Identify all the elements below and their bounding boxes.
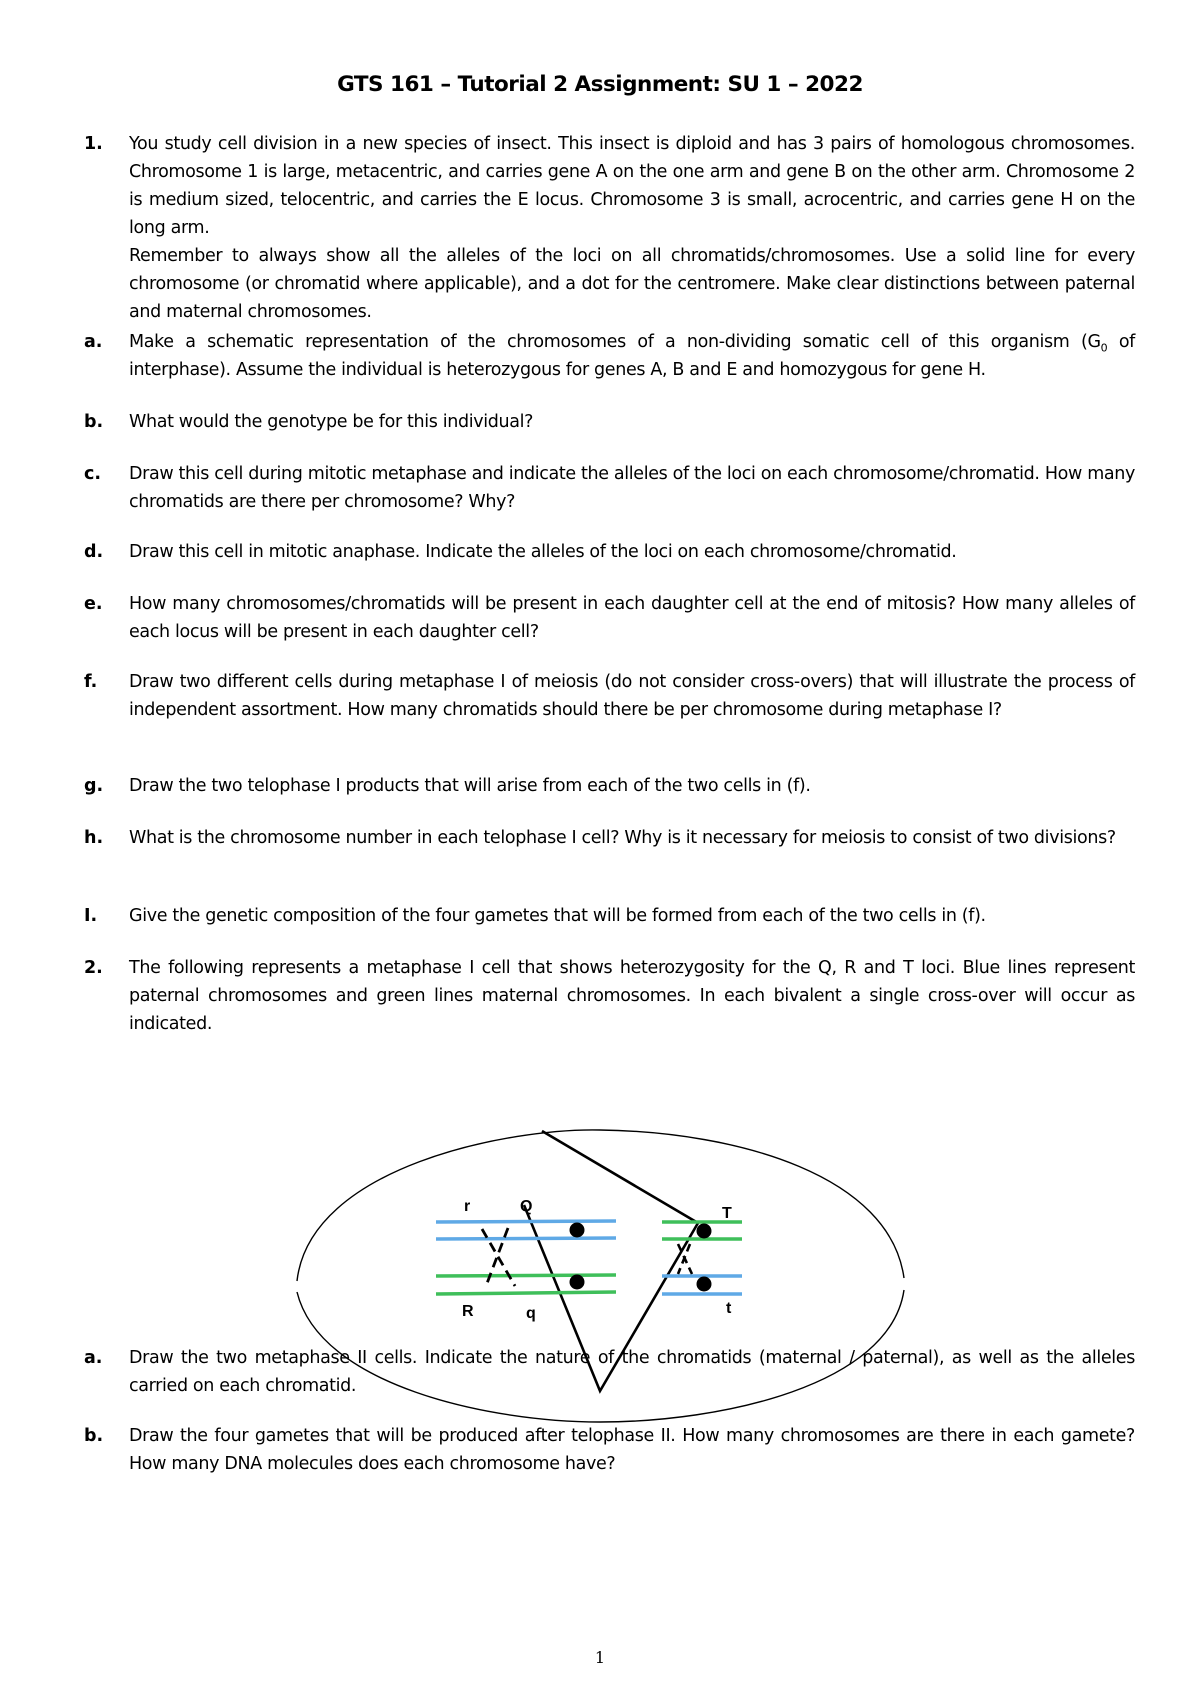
allele-label-q: q: [526, 1305, 536, 1322]
question-2a-label: a.: [84, 1348, 103, 1368]
left-centromere-upper: [570, 1223, 585, 1238]
right-centromere-upper: [697, 1224, 712, 1239]
allele-label-t: t: [726, 1300, 732, 1317]
question-1b-label: b.: [84, 412, 104, 432]
question-2-text: The following represents a metaphase I cell that shows heterozygosity for the Q, R and T loci. Blue lines represent paternal chromosomes and green lines maternal chromosomes. In each bivalent a single cross-over will occur as indicated.: [129, 958, 1135, 1034]
question-1h-label: h.: [84, 828, 104, 848]
question-1-text: [129, 130, 1135, 326]
question-1e-label: e.: [84, 594, 103, 614]
allele-label-R: R: [462, 1303, 474, 1320]
right-centromere-lower: [697, 1277, 712, 1292]
question-1i-label: I.: [84, 906, 98, 926]
question-1d-text: Draw this cell in mitotic anaphase. Indicate the alleles of the loci on each chromosome/chromatid.: [129, 542, 957, 562]
left-chromatid-green-2: [436, 1292, 616, 1294]
question-1a-label: a.: [84, 332, 103, 352]
question-1c-label: c.: [84, 464, 102, 484]
question-1h-text: What is the chromosome number in each telophase I cell? Why is it necessary for meiosis to consist of two divisions?: [129, 828, 1116, 848]
question-1g-text: Draw the two telophase I products that will arise from each of the two cells in (f).: [129, 776, 811, 796]
question-1d-label: d.: [84, 542, 104, 562]
allele-label-Q: Q: [520, 1198, 533, 1215]
question-2-label: 2.: [84, 958, 103, 978]
question-1f-text: Draw two different cells during metaphase I of meiosis (do not consider cross-overs) that will illustrate the process of independent assortment. How many chromatids should there be per chromosome during metaphase I?: [129, 672, 1135, 720]
question-1-label: 1.: [84, 134, 103, 154]
question-2b-label: b.: [84, 1426, 104, 1446]
question-1a-text: Make a schematic representation of the chromosomes of a non-dividing somatic cell of this organism ($G_0$ of interphase). Assume the individual is heterozygous for genes A, B and E and homozygous for gene H.: [129, 332, 1135, 380]
allele-label-T: T: [722, 1205, 732, 1222]
allele-label-r: r: [464, 1198, 471, 1215]
question-1e-text: How many chromosomes/chromatids will be present in each daughter cell at the end of mitosis? How many alleles of each locus will be present in each daughter cell?: [129, 594, 1135, 642]
question-1-paragraph-1: You study cell division in a new species of insect. This insect is diploid and has 3 pairs of homologous chromosomes. Chromosome 1 is large, metacentric, and carries gene A on the one arm and gene B on the other arm. Chromosome 2 is medium sized, telocentric, and carries the E locus. Chromosome 3 is small, acrocentric, and carries gene H on the long arm.: [129, 134, 1135, 238]
question-1g-label: g.: [84, 776, 104, 796]
left-chromatid-blue-1: [436, 1221, 616, 1222]
question-1i-text: Give the genetic composition of the four gametes that will be formed from each of the two cells in (f).: [129, 906, 986, 926]
left-centromere-lower: [570, 1275, 585, 1290]
question-2a-text: Draw the two metaphase II cells. Indicate the nature of the chromatids (maternal / paternal), as well as the alleles carried on each chromatid.: [129, 1348, 1135, 1396]
question-1c-text: Draw this cell during mitotic metaphase and indicate the alleles of the loci on each chromosome/chromatid. How many chromatids are there per chromosome? Why?: [129, 464, 1136, 512]
page-number: 1: [594, 1648, 606, 1667]
question-1b-text: What would the genotype be for this individual?: [129, 412, 534, 432]
left-chromatid-green-1: [436, 1275, 616, 1276]
question-2b-text: Draw the four gametes that will be produced after telophase II. How many chromosomes are there in each gamete? How many DNA molecules does each chromosome have?: [129, 1426, 1135, 1474]
question-1-paragraph-2: Remember to always show all the alleles of the loci on all chromatids/chromosomes. Use a solid line for every chromosome (or chromatid where applicable), and a dot for the centromere. Make clear distinctions between paternal and maternal chromosomes.: [129, 246, 1135, 322]
left-chromatid-blue-2: [436, 1238, 616, 1239]
cell-outline-upper: [297, 1130, 904, 1281]
question-1f-label: f.: [84, 672, 98, 692]
document-title: GTS 161 – Tutorial 2 Assignment: SU 1 – 2022: [337, 72, 863, 97]
